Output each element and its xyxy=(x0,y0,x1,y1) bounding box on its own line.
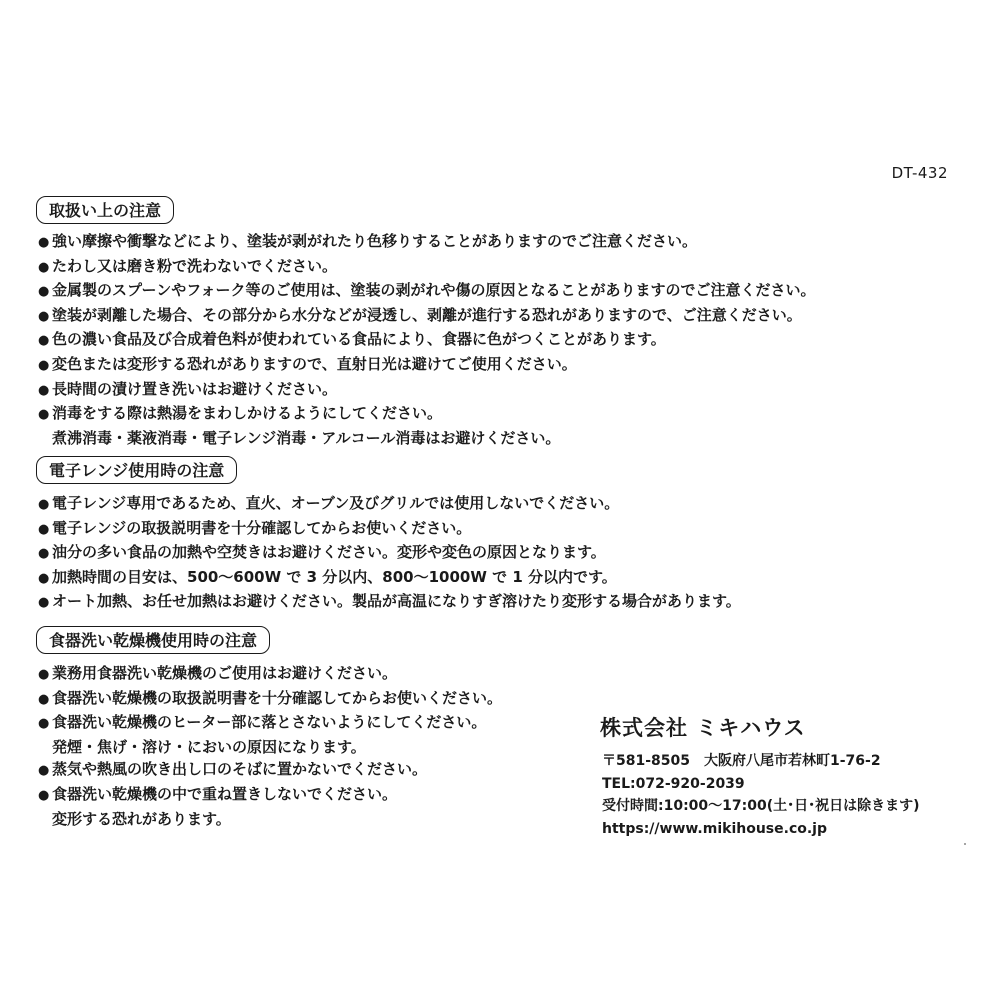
microwave-cautions-list xyxy=(38,492,741,615)
company-contact xyxy=(602,750,920,840)
list-item: ● 蒸気や熱風の吹き出し口のそばに置かないでください。 xyxy=(38,758,502,783)
bullet-icon: ● xyxy=(38,235,50,250)
list-item: ● 強い摩擦や衝撃などにより、塗装が剥がれたり色移りすることがありますのでご注意ください。 xyxy=(38,230,816,255)
bullet-icon: ● xyxy=(38,308,50,324)
list-item: ● 金属製のスプーンやフォーク等のご使用は、塗装の剥がれや傷の原因となることがありますのでご注意ください。 xyxy=(38,279,816,304)
list-item: ● 色の濃い食品及び合成着色料が使われている食品により、食器に色がつくことがあります。 xyxy=(38,328,816,353)
list-item: ● 消毒をする際は熱湯をまわしかけるようにしてください。 xyxy=(38,402,816,427)
company-url[interactable]: https://www.mikihouse.co.jp xyxy=(602,820,828,837)
list-item: ● 食器洗い乾燥機のヒーター部に落とさないようにしてください。 xyxy=(38,711,502,736)
bullet-icon: ● xyxy=(38,521,50,537)
list-item: ● 油分の多い食品の加熱や空焚きはお避けください。変形や変色の原因となります。 xyxy=(38,541,741,566)
company-address: 〒581-8505 大阪府八尾市若林町1-76-2 xyxy=(602,753,881,769)
company-hours: 受付時間:10:00～17:00(土･日･祝日は除きます) xyxy=(602,798,920,814)
list-item: ● 変色または変形する恐れがありますので、直射日光は避けてご使用ください。 xyxy=(38,353,816,378)
product-code: DT-432 xyxy=(891,164,948,182)
bullet-icon: ● xyxy=(38,407,50,423)
company-name: 株式会社 ミキハウス xyxy=(600,716,806,740)
dishwasher-cautions-list xyxy=(38,662,502,830)
bullet-icon: ● xyxy=(38,546,50,562)
bullet-icon: ● xyxy=(38,595,50,611)
section-heading-dishwasher: 食器洗い乾燥機使用時の注意 xyxy=(36,626,270,654)
bullet-icon: ● xyxy=(38,691,50,707)
list-item: ● 食器洗い乾燥機の中で重ね置きしないでください。 xyxy=(38,783,502,808)
list-item: ● たわし又は磨き粉で洗わないでください。 xyxy=(38,255,816,280)
list-item: ● 電子レンジの取扱説明書を十分確認してからお使いください。 xyxy=(38,517,741,542)
list-item: ● 業務用食器洗い乾燥機のご使用はお避けください。 xyxy=(38,662,502,687)
list-item: ● 食器洗い乾燥機の取扱説明書を十分確認してからお使いください。 xyxy=(38,687,502,712)
handling-cautions-list xyxy=(38,230,816,449)
bullet-icon: ● xyxy=(38,787,50,803)
company-tel: TEL:072-920-2039 xyxy=(602,775,745,792)
list-item: ● 電子レンジ専用であるため、直火、オーブン及びグリルでは使用しないでください。 xyxy=(38,492,741,517)
bullet-icon: ● xyxy=(38,763,50,779)
list-item: ● 加熱時間の目安は、500～600W で 3 分以内、800～1000W で 1 分以内です。 xyxy=(38,566,741,591)
bullet-icon: ● xyxy=(38,497,50,512)
bullet-icon: ● xyxy=(38,570,50,586)
list-item: ● 長時間の漬け置き洗いはお避けください。 xyxy=(38,378,816,403)
bullet-icon: ● xyxy=(38,716,50,732)
list-item-continuation: 発煙・焦げ・溶け・においの原因になります。 xyxy=(52,737,366,756)
bullet-icon: ● xyxy=(38,357,50,373)
print-speck xyxy=(964,843,966,845)
bullet-icon: ● xyxy=(38,284,50,300)
list-item: ● 塗装が剥離した場合、その部分から水分などが浸透し、剥離が進行する恐れがありますので、ご注意ください。 xyxy=(38,304,816,329)
list-item-continuation: 変形する恐れがあります。 xyxy=(52,809,231,828)
section-heading-microwave: 電子レンジ使用時の注意 xyxy=(36,456,237,484)
list-item-continuation: 煮沸消毒・薬液消毒・電子レンジ消毒・アルコール消毒はお避けください。 xyxy=(52,428,561,447)
bullet-icon: ● xyxy=(38,333,50,349)
bullet-icon: ● xyxy=(38,667,50,682)
list-item: ● オート加熱、お任せ加熱はお避けください。製品が高温になりすぎ溶けたり変形する場合があります。 xyxy=(38,590,741,615)
section-heading-handling: 取扱い上の注意 xyxy=(36,196,174,224)
bullet-icon: ● xyxy=(38,259,50,275)
bullet-icon: ● xyxy=(38,382,50,398)
